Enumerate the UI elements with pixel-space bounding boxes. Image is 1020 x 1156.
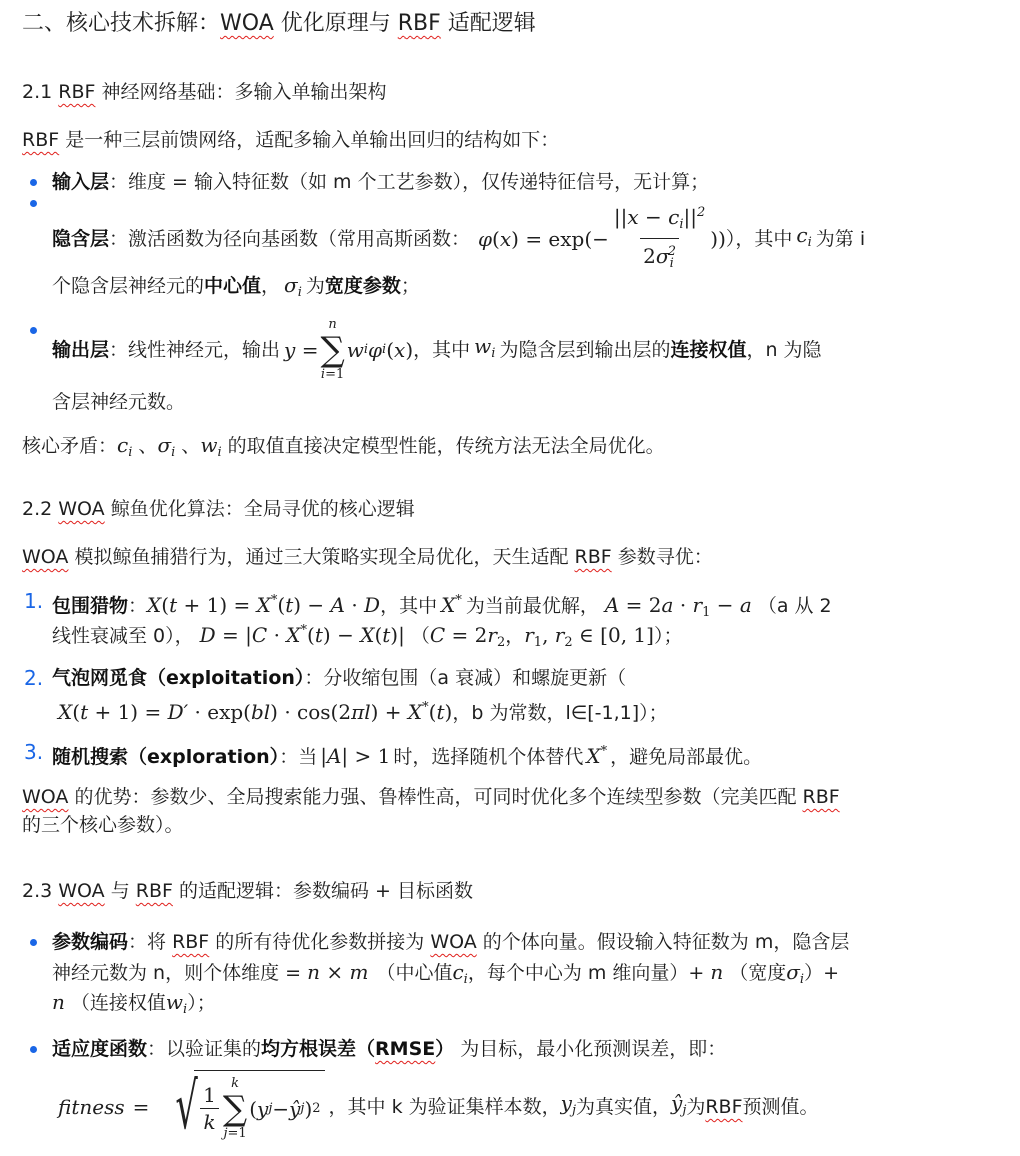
intro-rbf: RBF xyxy=(574,546,612,568)
rmse-bold: 均方根误差（ xyxy=(261,1038,376,1060)
text: ，其中 k 为验证集样本数， xyxy=(328,1096,561,1118)
bullet-output-layer xyxy=(52,312,822,388)
bullet-dot xyxy=(30,327,37,334)
title-woa: WOA xyxy=(220,11,274,36)
text: 的三个核心参数）。 xyxy=(22,814,184,836)
strategy-encircle: 包围猎物：X(t + 1) = X*(t) − A · D，其中 X* 为当前最优解， $A = 2a \cdot r_1 - a$ （a 从 2 xyxy=(52,593,832,620)
c-formula: $C = 2r_2$ xyxy=(429,623,506,650)
heading-rbf: RBF xyxy=(58,81,96,103)
encircle-label: 包围猎物 xyxy=(52,595,129,617)
hidden-layer-line2 xyxy=(52,271,420,307)
hidden-layer-text: ：激活函数为径向基函数（常用高斯函数： xyxy=(109,227,471,250)
text: 的取值直接决定模型性能，传统方法无法全局优化。 xyxy=(227,435,665,457)
text: （ xyxy=(410,625,430,647)
text: 预测值。 xyxy=(742,1096,819,1118)
bullet-param-encoding xyxy=(52,928,849,956)
param-encoding-label: 参数编码 xyxy=(52,931,129,953)
heading-num: 2.1 xyxy=(22,81,59,103)
encircle-formula: X(t + 1) = X*(t) − A · D xyxy=(147,593,381,617)
title-text: 适配逻辑 xyxy=(440,11,536,36)
adv-rbf: RBF xyxy=(802,786,840,808)
a-formula: $A = 2a \cdot r_1 - a$ xyxy=(604,593,752,620)
sigma-symbol: $\sigma_i$ xyxy=(786,960,805,987)
random-search-label: 随机搜索（exploration） xyxy=(52,746,280,768)
fitness-label: 适应度函数 xyxy=(52,1038,148,1060)
intro-text: 是一种三层前馈网络，适配多输入单输出回归的结构如下： xyxy=(59,129,560,151)
text: 时，选择随机个体替代 xyxy=(393,746,584,768)
yhat-symbol: $ŷ_j$ xyxy=(671,1091,687,1118)
rmse-bold: ） xyxy=(435,1038,455,1060)
output-layer-text: ，其中 xyxy=(413,339,471,361)
text: ， xyxy=(261,275,281,297)
heading-2-3 xyxy=(22,877,473,905)
output-formula: y = n ∑ i=1 w i φ i ( x ) xyxy=(284,317,414,382)
woa-term: WOA xyxy=(430,931,477,953)
gaussian-formula: φ ( x ) = exp(− $\frac{||x - c_i||^2}{2\sigma_i^2}$ )) xyxy=(478,200,726,277)
text: 线性衰减至 0）， xyxy=(52,625,194,647)
strategy-random-search xyxy=(52,738,762,771)
list-number: 3. xyxy=(24,740,44,764)
text: ，避免局部最优。 xyxy=(610,746,763,768)
heading-text: 神经网络基础：多输入单输出架构 xyxy=(95,81,387,103)
math-symbols: $w_i$ xyxy=(200,433,222,460)
output-layer-text: ：线性神经元，输出 xyxy=(109,339,281,361)
r-range: $r_1$, $r_2$ ∈ [0, 1] xyxy=(524,623,654,650)
heading-text: 鲸鱼优化算法：全局寻优的核心逻辑 xyxy=(104,498,415,520)
bullet-dot xyxy=(30,939,37,946)
text: ，其中 xyxy=(380,595,438,617)
rmse-term: RMSE xyxy=(375,1038,436,1060)
text: 核心矛盾： xyxy=(22,435,118,457)
heading-rbf: RBF xyxy=(135,880,173,902)
title-rbf: RBF xyxy=(397,11,441,36)
fitness-var: fitness xyxy=(58,1095,125,1119)
input-layer-label: 输入层 xyxy=(52,171,110,193)
heading-woa: WOA xyxy=(58,880,105,902)
n-symbol: n xyxy=(710,960,724,984)
ci-symbol: $c_i$ xyxy=(452,960,468,987)
bullet-dot xyxy=(30,1046,37,1053)
text: 个隐含层神经元的 xyxy=(52,275,205,297)
text: ，每个中心为 m 维向量）+ xyxy=(467,962,705,984)
rbf-term: RBF xyxy=(172,931,210,953)
strategy-bubble-net xyxy=(52,664,626,692)
connection-weight-bold: 连接权值 xyxy=(670,339,747,361)
bullet-dot xyxy=(30,200,37,207)
hidden-layer-label: 隐含层 xyxy=(52,227,110,250)
text: （中心值 xyxy=(376,962,453,984)
text: 与 xyxy=(104,880,136,902)
text: ：当 xyxy=(279,746,318,768)
wi-symbol: $w_i$ xyxy=(474,334,496,361)
text: 模拟鲸鱼捕猎行为，通过三大策略实现全局优化，天生适配 xyxy=(68,546,575,568)
text: 为真实值， xyxy=(575,1096,671,1118)
heading-num: 2.3 xyxy=(22,880,59,902)
text: 神经元数为 n，则个体维度 = xyxy=(52,962,308,984)
n-symbol: n xyxy=(52,990,65,1014)
width-param-bold: 宽度参数 xyxy=(324,275,401,297)
section-title xyxy=(22,10,536,38)
strategy-bubble-net-line2 xyxy=(58,694,668,727)
xstar-symbol: X* xyxy=(586,744,608,768)
heading-text: 的适配逻辑：参数编码 + 目标函数 xyxy=(172,880,473,902)
core-conflict: 核心矛盾：$c_i$ 、$\sigma_i$ 、$w_i$ 的取值直接决定模型性能，传统方法无法全局优化。 xyxy=(22,433,665,460)
center-value-bold: 中心值 xyxy=(204,275,262,297)
d-formula: D = |C · X*(t) − X(t)| xyxy=(199,623,405,647)
text: ； xyxy=(400,275,420,297)
hidden-layer-text: 为第 i xyxy=(815,227,866,250)
fitness-formula-line: fitness = √ $\frac{1}{k}$ k ∑ j=1 ( y j − ŷ j ) 2 ，其中 k 为验证集样本数， $y_j$ 为真实值， $ŷ_j$ 为 RBF 预测值。 xyxy=(58,1070,819,1144)
text: ：以验证集的 xyxy=(147,1038,262,1060)
ci-symbol: $c_i$ xyxy=(796,222,812,250)
text: 的个体向量。假设输入特征数为 m，隐含层 xyxy=(476,931,850,953)
text: ：将 xyxy=(128,931,173,953)
text: （连接权值 xyxy=(70,992,166,1014)
text: ， xyxy=(505,625,525,647)
intro-rbf: RBF xyxy=(22,129,60,151)
abs-a-formula: |A| > 1 xyxy=(320,744,391,768)
intro-woa: WOA xyxy=(22,546,69,568)
woa-intro xyxy=(22,543,713,571)
text: 的优势：参数少、全局搜索能力强、鲁棒性高，可同时优化多个连续型参数（完美匹配 xyxy=(68,786,803,808)
bubble-net-label: 气泡网觅食（exploitation） xyxy=(52,667,305,689)
output-layer-line2 xyxy=(52,388,185,416)
bullet-dot xyxy=(30,179,37,186)
math-symbols: $c_i$ xyxy=(117,433,133,460)
text: 的所有待优化参数拼接为 xyxy=(209,931,431,953)
dim-formula: n × m xyxy=(307,960,369,984)
heading-woa: WOA xyxy=(58,498,105,520)
text: 为 xyxy=(305,275,325,297)
bullet-fitness-function xyxy=(52,1035,726,1063)
heading-2-1 xyxy=(22,78,386,106)
text: ，b 为常数，l∈[-1,1]）； xyxy=(452,702,668,724)
text: ：分收缩包围（a 衰减）和螺旋更新（ xyxy=(304,667,627,689)
strategy-encircle-line2 xyxy=(52,617,682,657)
output-layer-text: 为隐含层到输出层的 xyxy=(499,339,671,361)
spiral-formula: X(t + 1) = D′ · exp(bl) · cos(2πl) + X*(t) xyxy=(58,700,453,724)
yj-symbol: $y_j$ xyxy=(560,1091,576,1118)
woa-advantages-line2 xyxy=(22,811,184,839)
text: 为目标，最小化预测误差，即： xyxy=(454,1038,727,1060)
text: （a 从 2 xyxy=(757,595,832,617)
text: ）； xyxy=(653,625,683,647)
heading-2-2 xyxy=(22,495,415,523)
text: 含层神经元数。 xyxy=(52,391,186,413)
bullet-input-layer xyxy=(52,168,709,196)
sqrt-formula: √ $\frac{1}{k}$ k ∑ j=1 ( y j − ŷ j ) 2 xyxy=(157,1070,324,1144)
text: 为当前最优解， xyxy=(465,595,599,617)
woa-advantages xyxy=(22,783,840,811)
input-layer-text: ：维度 = 输入特征数（如 m 个工艺参数），仅传递特征信号，无计算； xyxy=(109,171,710,193)
rbf-term: RBF xyxy=(705,1096,743,1118)
bullet-hidden-layer xyxy=(52,200,865,277)
output-layer-label: 输出层 xyxy=(52,339,110,361)
title-text: 优化原理与 xyxy=(273,11,398,36)
text: 为 xyxy=(686,1096,706,1118)
heading-num: 2.2 xyxy=(22,498,59,520)
list-number: 1. xyxy=(24,589,44,613)
hidden-layer-text: ），其中 xyxy=(725,227,793,250)
text: （宽度 xyxy=(729,962,787,984)
text: ）+ xyxy=(804,962,839,984)
param-encoding-line3 xyxy=(52,988,216,1024)
title-text: 二、核心技术拆解： xyxy=(22,11,221,36)
xstar-symbol: X* xyxy=(441,593,462,617)
text: ）； xyxy=(187,992,216,1014)
output-layer-text: ，n 为隐 xyxy=(746,339,822,361)
adv-woa: WOA xyxy=(22,786,69,808)
wi-symbol: $w_i$ xyxy=(165,990,188,1017)
math-symbols: $\sigma_i$ xyxy=(157,433,176,460)
sigma-symbol: $\sigma_i$ xyxy=(284,273,302,300)
text: 参数寻优： xyxy=(611,546,713,568)
list-number: 2. xyxy=(24,666,44,690)
rbf-intro xyxy=(22,126,559,154)
